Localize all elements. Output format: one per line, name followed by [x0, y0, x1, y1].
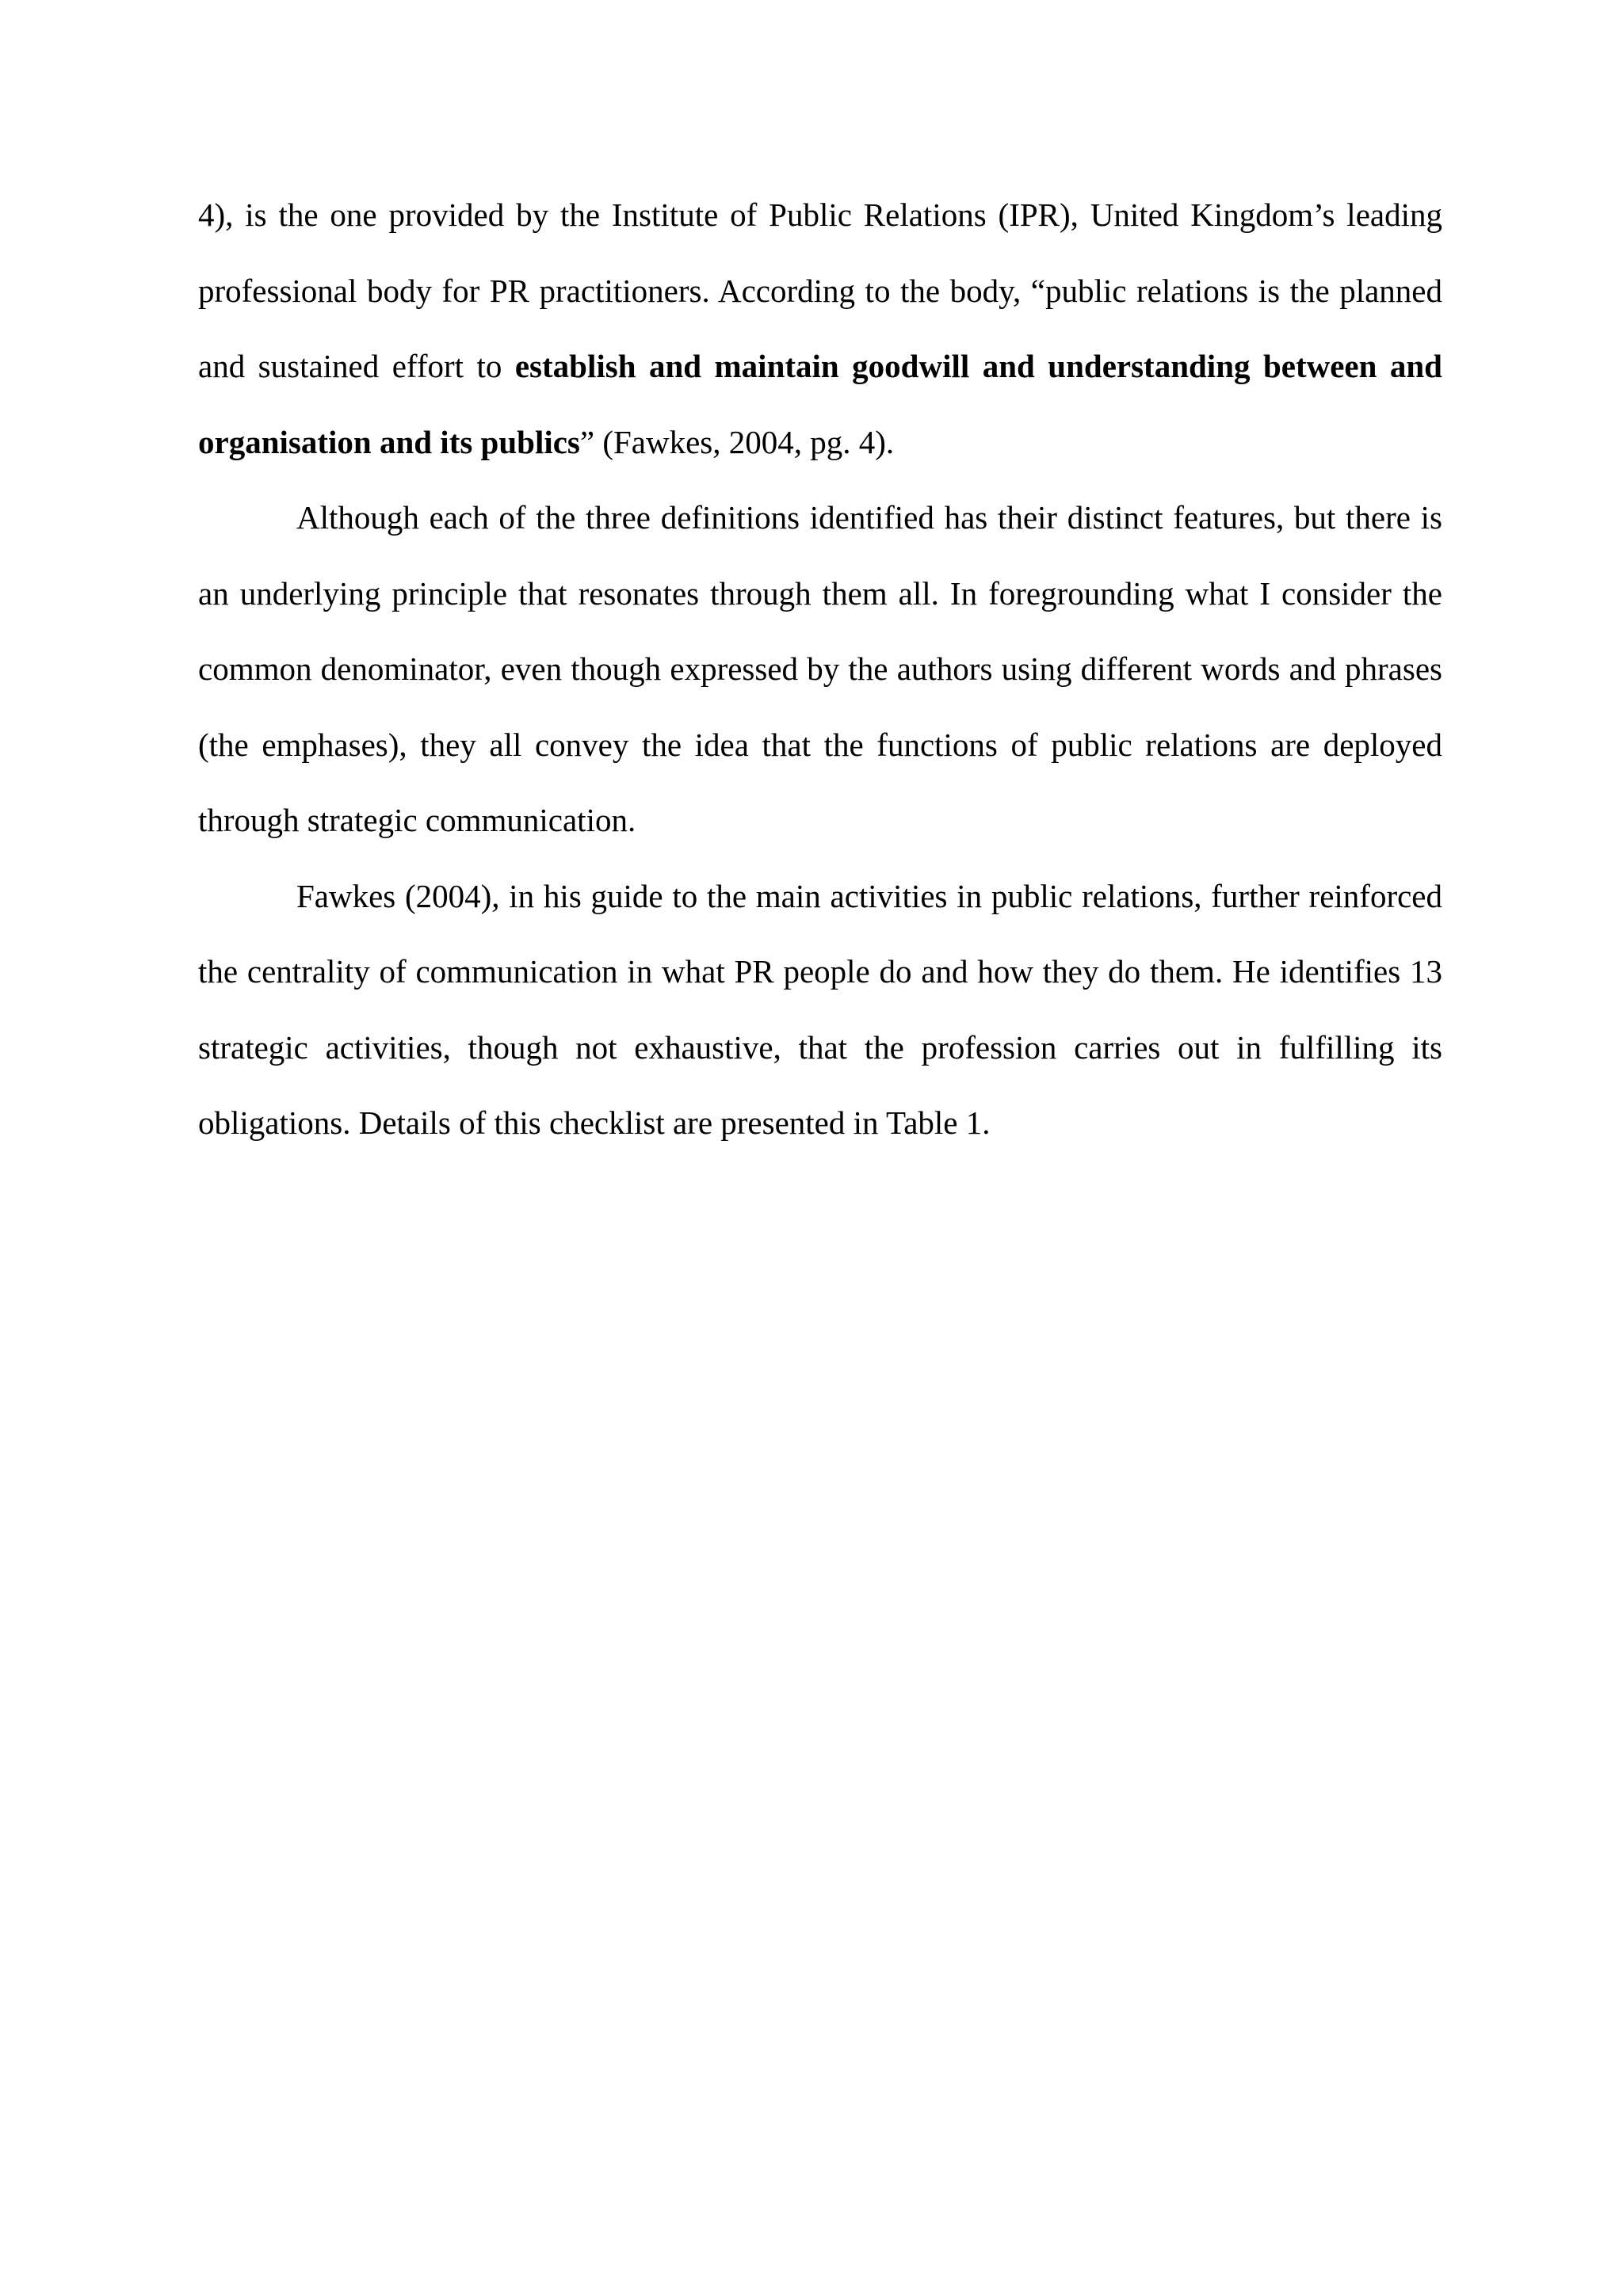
- bold-text-run: establish and maintain goodwill and understanding between and organisation and its publics: [198, 348, 1442, 460]
- paragraph-common-principle: [198, 480, 1442, 859]
- text-run: Fawkes (2004), in his guide to the main activities in public relations, further reinforced the centrality of communication in what PR people do and how they do them. He identifies 13 strategic activities, though not exhaustive, that the profession carries out in fulfilling its obligations. Details of this checklist are presented in Table 1.: [198, 877, 1442, 1141]
- body-text: [198, 177, 1442, 1161]
- paragraph-fawkes-activities: [198, 859, 1442, 1161]
- paragraph-ipr-definition: [198, 177, 1442, 480]
- text-run: Although each of the three definitions identified has their distinct features, but there is an underlying principle that resonates through them all. In foregrounding what I consider the common denominator, even though expressed by the authors using different words and phrases (the emphases), they all convey the idea that the functions of public relations are deployed through strategic communication.: [198, 499, 1442, 838]
- text-run: 4), is the one provided by the Institute of Public Relations (IPR), United Kingdom’s leading professional body for PR practitioners. According to the body, “public relations is the planned and sustained effort to: [198, 196, 1442, 384]
- text-run: ” (Fawkes, 2004, pg. 4).: [579, 423, 895, 460]
